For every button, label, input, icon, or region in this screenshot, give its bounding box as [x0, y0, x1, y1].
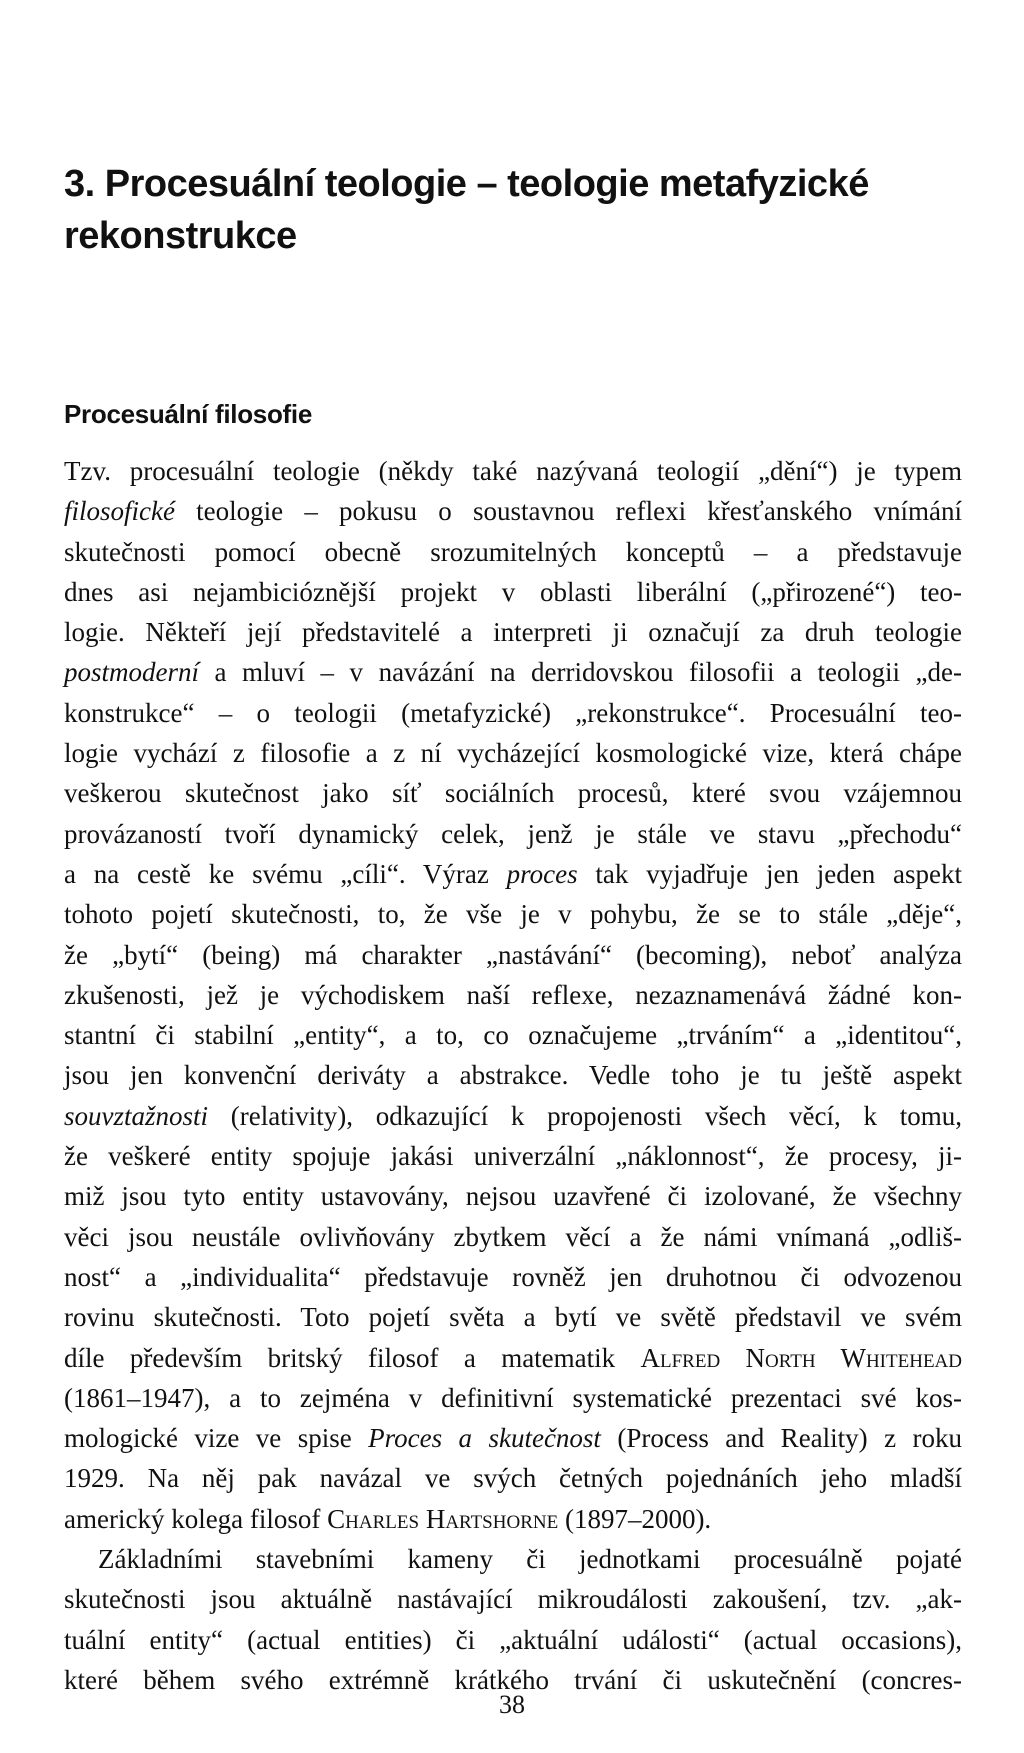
- text-line: které během svého extrémně krátkého trvání či uskutečnění (concres-: [64, 1664, 962, 1695]
- text-line: díle především britský filosof a matematik Alfred North Whitehead: [64, 1342, 962, 1373]
- text-line: mologické vize ve spise Proces a skutečnost (Process and Reality) z roku: [64, 1423, 962, 1454]
- text-line: skutečnosti jsou aktuálně nastávající mikroudálosti zakoušení, tzv. „ak-: [64, 1584, 962, 1615]
- text-line: tohoto pojetí skutečnosti, to, že vše je v pohybu, že se to stále „děje“,: [64, 899, 962, 930]
- chapter-title: [64, 158, 944, 262]
- text-line: postmoderní a mluví – v navázání na derridovskou filosofii a teologii „de-: [64, 657, 962, 688]
- text-line: provázaností tvoří dynamický celek, jenž je stále ve stavu „přechodu“: [64, 818, 962, 849]
- text-line: Základními stavebními kameny či jednotkami procesuálně pojaté: [98, 1544, 962, 1575]
- text-line: americký kolega filosof Charles Hartshorne (1897–2000).: [64, 1503, 712, 1534]
- text-line: skutečnosti pomocí obecně srozumitelných konceptů – a představuje: [64, 536, 962, 567]
- section-heading: Procesuální filosofie: [64, 399, 312, 429]
- author-name: Charles Hartshorne: [327, 1503, 559, 1534]
- page-number: 38: [499, 1690, 525, 1719]
- text-line: stantní či stabilní „entity“, a to, co označujeme „trváním“ a „identitou“,: [64, 1020, 962, 1051]
- text-line: tuální entity“ (actual entities) či „aktuální události“ (actual occasions),: [64, 1624, 962, 1655]
- text-line: logie vychází z filosofie a z ní vycházející kosmologické vize, která chápe: [64, 738, 962, 769]
- chapter-title-line-2: rekonstrukce: [64, 215, 297, 257]
- text-line: filosofické teologie – pokusu o soustavnou reflexi křesťanského vnímání: [64, 496, 962, 527]
- text-line: jsou jen konvenční deriváty a abstrakce. Vedle toho je tu ještě aspekt: [64, 1060, 962, 1091]
- text-line: že veškeré entity spojuje jakási univerzální „náklonnost“, že procesy, ji-: [64, 1141, 962, 1172]
- text-line: rovinu skutečnosti. Toto pojetí světa a bytí ve světě představil ve svém: [64, 1302, 962, 1333]
- text-line: nost“ a „individualita“ představuje rovněž jen druhotnou či odvozenou: [64, 1261, 962, 1292]
- text-line: (1861–1947), a to zejména v definitivní systematické prezentaci své kos-: [64, 1382, 962, 1413]
- text-line: 1929. Na něj pak navázal ve svých četných pojednáních jeho mladší: [64, 1463, 962, 1494]
- text-line: že „bytí“ (being) má charakter „nastávání“ (becoming), neboť analýza: [64, 939, 962, 970]
- chapter-title-line-1: 3. Procesuální teologie – teologie metafyzické: [64, 163, 869, 205]
- text-line: veškerou skutečnost jako síť sociálních procesů, které svou vzájemnou: [64, 778, 962, 809]
- text-line: souvztažnosti (relativity), odkazující k propojenosti všech věcí, k tomu,: [64, 1100, 962, 1131]
- text-line: zkušenosti, jež je východiskem naší reflexe, nezaznamenává žádné kon-: [64, 979, 962, 1010]
- text-line: věci jsou neustále ovlivňovány zbytkem věcí a že námi vnímaná „odliš-: [64, 1221, 962, 1252]
- text-line: logie. Někteří její představitelé a interpreti ji označují za druh teologie: [64, 617, 962, 648]
- text-line: dnes asi nejambicióznější projekt v oblasti liberální („přirozené“) teo-: [64, 576, 962, 607]
- text-line: konstrukce“ – o teologii (metafyzické) „rekonstrukce“. Procesuální teo-: [64, 697, 962, 728]
- text-line: miž jsou tyto entity ustavovány, nejsou uzavřené či izolované, že všechny: [64, 1181, 962, 1212]
- text-line: a na cestě ke svému „cíli“. Výraz proces tak vyjadřuje jen jeden aspekt: [64, 858, 962, 889]
- text-line: Tzv. procesuální teologie (někdy také nazývaná teologií „dění“) je typem: [64, 456, 962, 486]
- body-text: [64, 451, 962, 1700]
- author-name: Alfred North Whitehead: [640, 1342, 962, 1373]
